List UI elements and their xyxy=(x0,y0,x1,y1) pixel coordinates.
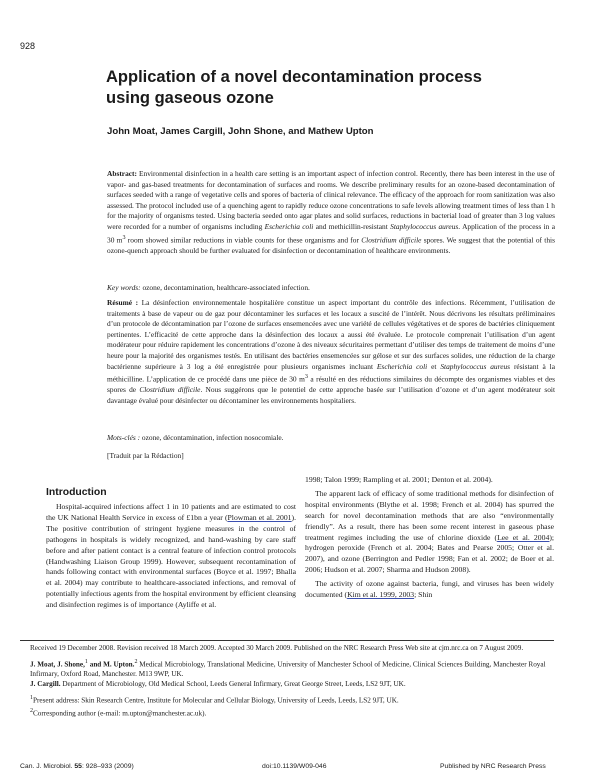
affiliation-2: J. Cargill. Department of Microbiology, Old Medical School, Leeds General Infirmary, Great George Street, Leeds, LS2 9JT, UK. xyxy=(30,680,406,689)
author-list: John Moat, James Cargill, John Shone, and Mathew Upton xyxy=(107,126,374,137)
received-dates: Received 19 December 2008. Revision received 18 March 2009. Accepted 30 March 2009. Published on the NRC Research Press Web site at cjm.nrc.ca on 7 August 2009. xyxy=(30,644,524,652)
abstract-label: Abstract: xyxy=(107,169,137,178)
footnote-1: $^1$Present address: Skin Research Centre, Institute for Molecular and Cellular Biology, University of Leeds, Leeds, LS2 9JT, UK. xyxy=(30,695,399,705)
resume: Résumé : La désinfection environnementale hospitalière constitue un aspect important du contrôle des infections. Récemment, l’utilisation de traitements à base de vapeur ou de gaz pour décontaminer les surfaces et les locaux a suscité de l’intérêt. Nous décrivons les résultats préliminaires d’un protocole de décontamination par l’ozone de surfaces ensemencées avec une variété de cellules végétatives et de spores de bactéries cliniquement pertinentes. L’efficacité de cette approche dans la désinfection des locaux a aussi été évaluée. Le protocole comprenait l’utilisation d’un agent modérateur pour réduire rapidement les concentrations d’ozone à des niveaux sécuritaires permettant d’utiliser des temps de traitement de moins d’une heure pour la majorité des organismes testés. En utilisant des bactéries ensemencées sur gélose et sur des surfaces solides, une réduction de la charge bactérienne supérieure à 3 log a été enregistrée pour plusieurs organismes incluant Escherichia coli et Staphylococcus aureus résistant à la méthicilline. L’application de ce procédé dans une pièce de 30 $m^3$ a résulté en des réductions similaires du décompte des organismes viables et des spores de Clostridium difficile. Nous suggérons que le potentiel de cette approche basée sur l’utilisation d’ozone et d’un agent modérateur soit davantage évalué pour désinfecter ou décontaminer les environnements hospitaliers. xyxy=(107,298,556,405)
citation-link[interactable]: Plowman et al. 2001 xyxy=(227,512,292,522)
article-title: Application of a novel decontamination process using gaseous ozone xyxy=(106,68,482,107)
keywords: Key words: ozone, decontamination, healthcare-associated infection. xyxy=(107,283,310,292)
abstract: Abstract: Environmental disinfection in a health care setting is an important aspect of infection control. Recently, there has been interest in the use of vapor- and gas-based treatments for decontamination of surfaces and rooms. We describe preliminary results for an ozone-based decontamination of surfaces seeded with a range of vegetative cells and spores of bacteria of clinical relevance. The efficacy of the approach for room sanitization was also assessed. The protocol included use of a quenching agent to rapidly reduce ozone concentrations to safe levels allowing treatment times of less than 1 h for the majority of organisms tested. Using bacteria seeded onto agar plates and solid surfaces, reductions in bacterial load of greater than 3 log values were recorded for a number of organisms including Escherichia coli and methicillin-resistant Staphylococcus aureus. Application of the process in a 30 $m^3$ room showed similar reductions in viable counts for these organisms and for Clostridium difficile spores. We suggest that the potential of this ozone-quench approach should be further evaluated for disinfection or decontamination of healthcare environments. xyxy=(107,169,555,255)
journal-citation: Can. J. Microbiol. 55: 928–933 (2009) xyxy=(20,763,134,770)
affiliation-1: J. Moat, J. Shone,$^1$ and M. Upton.$^2$ Medical Microbiology, Translational Medicine, University of Manchester School of Medicine, Clinical Sciences Building, Manchester Royal Infirmary, Oxford Road, Manchester. M13 9WP, UK. xyxy=(30,659,546,679)
intro-paragraph-1: Hospital-acquired infections affect 1 in 10 patients and are estimated to cost the UK National Health Service in excess of £1bn a year (Plowman et al. 2001). The positive contribution of stringent hygiene measures in the control of pathogens in hospitals is widely recognized, and hand-washing by care staff before and after patient contact is a central feature of infection control protocols (Handwashing Liaison Group 1999). However, subsequent recontamination of hands following contact with environmental surfaces (Boyce et al. 1997; Bhalla et al. 2004) may contribute to healthcare-associated infections, and removal of potentially infectious agents from the hospital environment by efficient cleansing and disinfection regimes is of importance (Ayliffe et al. xyxy=(46,502,296,610)
intro-paragraph-2: The apparent lack of efficacy of some traditional methods for disinfection of hospital environments (Blythe et al. 1998; French et al. 2004) has spurred the search for novel decontamination methods that are also “environmentally friendly”. As a result, there has been some recent interest in gaseous phase treatment regimes including the use of chlorine dioxide (Lee et al. 2004); hydrogen peroxide (French et al. 2004; Bates and Pearse 2005; Otter et al. 2007), and ozone (Berrington and Pedler 1998; Fan et al. 2002; de Boer et al. 2006; Hudson et al. 2007; Sharma and Hudson 2008). xyxy=(305,488,555,575)
keywords-label: Key words: xyxy=(107,283,141,292)
introduction-heading: Introduction xyxy=(46,487,107,498)
left-column xyxy=(46,502,296,611)
intro-continuation: 1998; Talon 1999; Rampling et al. 2001; Denton et al. 2004). xyxy=(305,475,493,484)
mots-cles-label: Mots-clés : xyxy=(107,433,141,442)
intro-paragraph-3: The activity of ozone against bacteria, fungi, and viruses has been widely documented (Kim et al. 1999, 2003; Shin xyxy=(305,579,554,600)
doi[interactable]: doi:10.1139/W09-046 xyxy=(262,763,327,770)
citation-link[interactable]: Kim et al. 1999, 2003 xyxy=(347,590,415,600)
footnote-divider xyxy=(20,640,554,641)
page-number: 928 xyxy=(20,41,36,51)
right-column xyxy=(305,475,554,601)
resume-label: Résumé : xyxy=(107,298,139,307)
footnotes xyxy=(30,643,554,718)
publisher-note: Published by NRC Research Press xyxy=(440,763,546,770)
citation-link[interactable]: Lee et al. 2004 xyxy=(497,532,550,542)
mots-cles: Mots-clés : ozone, décontamination, infection nosocomiale. xyxy=(107,433,284,442)
footnote-2: $^2$Corresponding author (e-mail: m.upton@manchester.ac.uk). xyxy=(30,707,207,718)
translation-note: [Traduit par la Rédaction] xyxy=(107,451,184,460)
